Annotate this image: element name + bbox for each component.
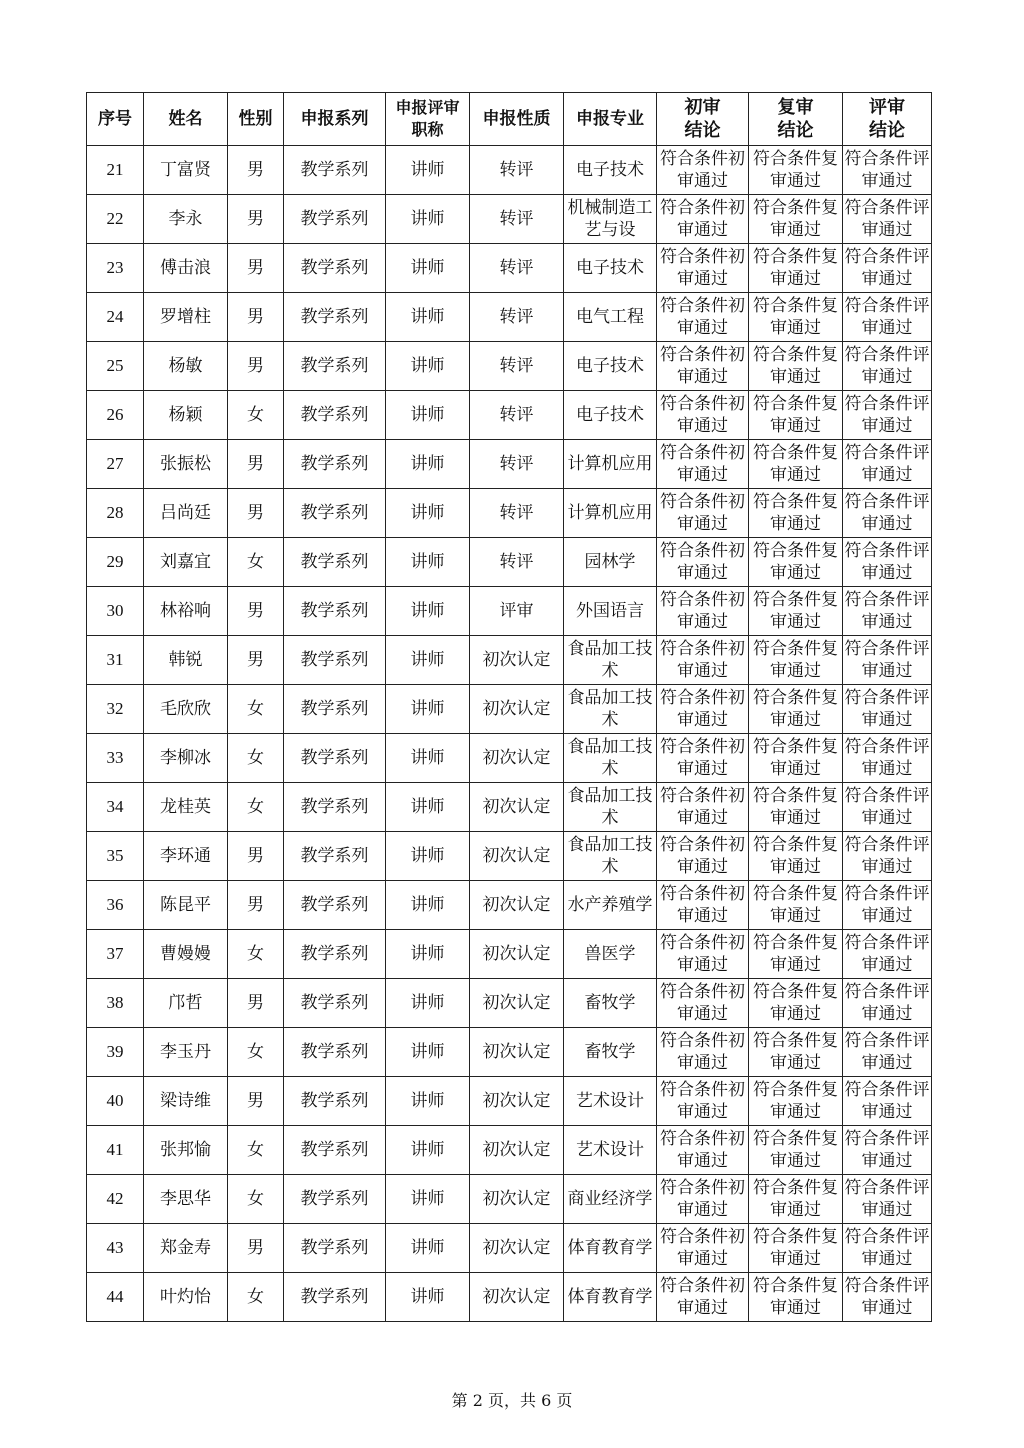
cell-nature: 初次认定	[470, 930, 564, 979]
cell-nature: 初次认定	[470, 881, 564, 930]
cell-review-result: 符合条件评审通过	[843, 293, 932, 342]
cell-index: 27	[87, 440, 144, 489]
cell-major: 食品加工技术	[564, 832, 657, 881]
cell-gender: 男	[228, 195, 284, 244]
table-row	[87, 783, 932, 832]
header-name: 姓名	[144, 93, 228, 146]
cell-nature: 初次认定	[470, 832, 564, 881]
cell-title: 讲师	[386, 587, 470, 636]
cell-nature: 评审	[470, 587, 564, 636]
cell-name: 李永	[144, 195, 228, 244]
table-row	[87, 832, 932, 881]
cell-name: 吕尚廷	[144, 489, 228, 538]
cell-series: 教学系列	[284, 391, 386, 440]
cell-nature: 转评	[470, 538, 564, 587]
cell-index: 42	[87, 1175, 144, 1224]
cell-nature: 转评	[470, 342, 564, 391]
cell-title: 讲师	[386, 1224, 470, 1273]
cell-initial-result: 符合条件初审通过	[657, 930, 749, 979]
cell-series: 教学系列	[284, 538, 386, 587]
cell-series: 教学系列	[284, 930, 386, 979]
cell-initial-result: 符合条件初审通过	[657, 489, 749, 538]
cell-recheck-result: 符合条件复审通过	[749, 1077, 843, 1126]
cell-review-result: 符合条件评审通过	[843, 783, 932, 832]
cell-gender: 女	[228, 930, 284, 979]
cell-index: 23	[87, 244, 144, 293]
cell-gender: 女	[228, 1126, 284, 1175]
cell-index: 32	[87, 685, 144, 734]
cell-major: 食品加工技术	[564, 636, 657, 685]
cell-title: 讲师	[386, 440, 470, 489]
cell-name: 叶灼怡	[144, 1273, 228, 1322]
cell-review-result: 符合条件评审通过	[843, 881, 932, 930]
cell-name: 李柳冰	[144, 734, 228, 783]
cell-index: 34	[87, 783, 144, 832]
cell-gender: 女	[228, 1175, 284, 1224]
cell-gender: 男	[228, 244, 284, 293]
cell-initial-result: 符合条件初审通过	[657, 1126, 749, 1175]
cell-title: 讲师	[386, 1273, 470, 1322]
cell-initial-result: 符合条件初审通过	[657, 440, 749, 489]
cell-title: 讲师	[386, 832, 470, 881]
cell-major: 艺术设计	[564, 1077, 657, 1126]
cell-gender: 男	[228, 587, 284, 636]
cell-title: 讲师	[386, 391, 470, 440]
cell-name: 傅击浪	[144, 244, 228, 293]
table-row	[87, 195, 932, 244]
cell-name: 丁富贤	[144, 146, 228, 195]
cell-recheck-result: 符合条件复审通过	[749, 146, 843, 195]
cell-series: 教学系列	[284, 293, 386, 342]
header-series: 申报系列	[284, 93, 386, 146]
cell-series: 教学系列	[284, 195, 386, 244]
table-header	[87, 93, 932, 146]
header-review-result: 评审 结论	[843, 93, 932, 146]
cell-initial-result: 符合条件初审通过	[657, 391, 749, 440]
cell-nature: 转评	[470, 195, 564, 244]
cell-initial-result: 符合条件初审通过	[657, 1028, 749, 1077]
cell-series: 教学系列	[284, 881, 386, 930]
cell-recheck-result: 符合条件复审通过	[749, 195, 843, 244]
cell-series: 教学系列	[284, 783, 386, 832]
cell-series: 教学系列	[284, 636, 386, 685]
cell-recheck-result: 符合条件复审通过	[749, 930, 843, 979]
cell-gender: 男	[228, 440, 284, 489]
cell-major: 电子技术	[564, 391, 657, 440]
table-row	[87, 1028, 932, 1077]
header-row	[87, 93, 932, 146]
cell-recheck-result: 符合条件复审通过	[749, 440, 843, 489]
cell-nature: 转评	[470, 489, 564, 538]
cell-recheck-result: 符合条件复审通过	[749, 832, 843, 881]
cell-initial-result: 符合条件初审通过	[657, 293, 749, 342]
cell-review-result: 符合条件评审通过	[843, 1273, 932, 1322]
cell-index: 25	[87, 342, 144, 391]
cell-index: 24	[87, 293, 144, 342]
cell-major: 食品加工技术	[564, 685, 657, 734]
cell-title: 讲师	[386, 881, 470, 930]
cell-major: 体育教育学	[564, 1224, 657, 1273]
cell-review-result: 符合条件评审通过	[843, 538, 932, 587]
cell-gender: 男	[228, 636, 284, 685]
cell-name: 刘嘉宜	[144, 538, 228, 587]
cell-review-result: 符合条件评审通过	[843, 930, 932, 979]
cell-gender: 男	[228, 832, 284, 881]
cell-major: 水产养殖学	[564, 881, 657, 930]
cell-nature: 初次认定	[470, 636, 564, 685]
cell-name: 李环通	[144, 832, 228, 881]
cell-recheck-result: 符合条件复审通过	[749, 293, 843, 342]
cell-index: 22	[87, 195, 144, 244]
cell-nature: 初次认定	[470, 734, 564, 783]
cell-nature: 初次认定	[470, 685, 564, 734]
cell-series: 教学系列	[284, 1273, 386, 1322]
cell-gender: 男	[228, 1224, 284, 1273]
cell-nature: 转评	[470, 440, 564, 489]
header-title: 申报评审 职称	[386, 93, 470, 146]
cell-recheck-result: 符合条件复审通过	[749, 685, 843, 734]
table-row	[87, 979, 932, 1028]
cell-name: 杨颖	[144, 391, 228, 440]
cell-nature: 转评	[470, 391, 564, 440]
cell-initial-result: 符合条件初审通过	[657, 538, 749, 587]
cell-major: 电子技术	[564, 244, 657, 293]
table-row	[87, 1273, 932, 1322]
cell-recheck-result: 符合条件复审通过	[749, 538, 843, 587]
cell-series: 教学系列	[284, 1224, 386, 1273]
table-row	[87, 1077, 932, 1126]
table-row	[87, 734, 932, 783]
cell-name: 郑金寿	[144, 1224, 228, 1273]
cell-major: 畜牧学	[564, 1028, 657, 1077]
cell-series: 教学系列	[284, 685, 386, 734]
cell-initial-result: 符合条件初审通过	[657, 195, 749, 244]
table-body	[87, 146, 932, 1322]
cell-gender: 女	[228, 391, 284, 440]
cell-recheck-result: 符合条件复审通过	[749, 1126, 843, 1175]
cell-index: 38	[87, 979, 144, 1028]
cell-review-result: 符合条件评审通过	[843, 636, 932, 685]
cell-major: 计算机应用	[564, 489, 657, 538]
cell-gender: 女	[228, 734, 284, 783]
cell-review-result: 符合条件评审通过	[843, 489, 932, 538]
cell-recheck-result: 符合条件复审通过	[749, 244, 843, 293]
cell-recheck-result: 符合条件复审通过	[749, 1273, 843, 1322]
header-initial-result: 初审 结论	[657, 93, 749, 146]
cell-recheck-result: 符合条件复审通过	[749, 881, 843, 930]
cell-major: 园林学	[564, 538, 657, 587]
cell-series: 教学系列	[284, 587, 386, 636]
cell-major: 兽医学	[564, 930, 657, 979]
cell-series: 教学系列	[284, 489, 386, 538]
cell-review-result: 符合条件评审通过	[843, 244, 932, 293]
cell-major: 畜牧学	[564, 979, 657, 1028]
cell-series: 教学系列	[284, 979, 386, 1028]
cell-title: 讲师	[386, 195, 470, 244]
cell-title: 讲师	[386, 489, 470, 538]
header-index: 序号	[87, 93, 144, 146]
cell-major: 电子技术	[564, 342, 657, 391]
cell-initial-result: 符合条件初审通过	[657, 783, 749, 832]
cell-title: 讲师	[386, 685, 470, 734]
cell-index: 39	[87, 1028, 144, 1077]
cell-major: 计算机应用	[564, 440, 657, 489]
cell-name: 李玉丹	[144, 1028, 228, 1077]
cell-initial-result: 符合条件初审通过	[657, 244, 749, 293]
cell-title: 讲师	[386, 636, 470, 685]
cell-gender: 男	[228, 979, 284, 1028]
cell-gender: 男	[228, 293, 284, 342]
cell-index: 37	[87, 930, 144, 979]
cell-review-result: 符合条件评审通过	[843, 1224, 932, 1273]
cell-series: 教学系列	[284, 244, 386, 293]
cell-name: 龙桂英	[144, 783, 228, 832]
cell-title: 讲师	[386, 146, 470, 195]
cell-review-result: 符合条件评审通过	[843, 195, 932, 244]
cell-review-result: 符合条件评审通过	[843, 1175, 932, 1224]
cell-review-result: 符合条件评审通过	[843, 146, 932, 195]
cell-major: 食品加工技术	[564, 783, 657, 832]
table-row	[87, 587, 932, 636]
table-row	[87, 489, 932, 538]
header-recheck-result: 复审 结论	[749, 93, 843, 146]
cell-recheck-result: 符合条件复审通过	[749, 587, 843, 636]
header-nature: 申报性质	[470, 93, 564, 146]
cell-initial-result: 符合条件初审通过	[657, 832, 749, 881]
cell-major: 食品加工技术	[564, 734, 657, 783]
cell-initial-result: 符合条件初审通过	[657, 1273, 749, 1322]
table-row	[87, 685, 932, 734]
cell-series: 教学系列	[284, 440, 386, 489]
cell-initial-result: 符合条件初审通过	[657, 342, 749, 391]
cell-nature: 初次认定	[470, 1126, 564, 1175]
cell-index: 30	[87, 587, 144, 636]
cell-major: 电气工程	[564, 293, 657, 342]
cell-recheck-result: 符合条件复审通过	[749, 1028, 843, 1077]
cell-nature: 初次认定	[470, 1175, 564, 1224]
cell-recheck-result: 符合条件复审通过	[749, 1224, 843, 1273]
cell-title: 讲师	[386, 783, 470, 832]
cell-recheck-result: 符合条件复审通过	[749, 636, 843, 685]
cell-nature: 转评	[470, 244, 564, 293]
cell-series: 教学系列	[284, 146, 386, 195]
table-row	[87, 636, 932, 685]
cell-gender: 男	[228, 342, 284, 391]
cell-series: 教学系列	[284, 1126, 386, 1175]
table-row	[87, 930, 932, 979]
cell-index: 26	[87, 391, 144, 440]
cell-review-result: 符合条件评审通过	[843, 734, 932, 783]
cell-initial-result: 符合条件初审通过	[657, 979, 749, 1028]
cell-gender: 男	[228, 1077, 284, 1126]
cell-title: 讲师	[386, 734, 470, 783]
cell-title: 讲师	[386, 244, 470, 293]
cell-initial-result: 符合条件初审通过	[657, 734, 749, 783]
cell-index: 43	[87, 1224, 144, 1273]
cell-recheck-result: 符合条件复审通过	[749, 489, 843, 538]
cell-initial-result: 符合条件初审通过	[657, 146, 749, 195]
table-row	[87, 1224, 932, 1273]
cell-gender: 女	[228, 1273, 284, 1322]
cell-title: 讲师	[386, 930, 470, 979]
cell-series: 教学系列	[284, 1077, 386, 1126]
table-row	[87, 538, 932, 587]
cell-series: 教学系列	[284, 734, 386, 783]
cell-nature: 初次认定	[470, 1077, 564, 1126]
table-row	[87, 1126, 932, 1175]
header-major: 申报专业	[564, 93, 657, 146]
cell-name: 韩锐	[144, 636, 228, 685]
cell-nature: 初次认定	[470, 979, 564, 1028]
cell-index: 21	[87, 146, 144, 195]
cell-name: 林裕响	[144, 587, 228, 636]
cell-gender: 男	[228, 489, 284, 538]
table-row	[87, 440, 932, 489]
cell-gender: 男	[228, 881, 284, 930]
table-row	[87, 391, 932, 440]
cell-nature: 转评	[470, 146, 564, 195]
cell-name: 邝哲	[144, 979, 228, 1028]
cell-title: 讲师	[386, 1028, 470, 1077]
cell-initial-result: 符合条件初审通过	[657, 587, 749, 636]
cell-series: 教学系列	[284, 1028, 386, 1077]
cell-nature: 初次认定	[470, 783, 564, 832]
cell-major: 外国语言	[564, 587, 657, 636]
cell-gender: 女	[228, 783, 284, 832]
page-footer: 第 2 页，共 6 页	[451, 1391, 573, 1410]
cell-recheck-result: 符合条件复审通过	[749, 342, 843, 391]
cell-review-result: 符合条件评审通过	[843, 391, 932, 440]
cell-series: 教学系列	[284, 1175, 386, 1224]
cell-major: 商业经济学	[564, 1175, 657, 1224]
cell-index: 40	[87, 1077, 144, 1126]
cell-nature: 初次认定	[470, 1273, 564, 1322]
cell-title: 讲师	[386, 342, 470, 391]
cell-title: 讲师	[386, 1126, 470, 1175]
cell-initial-result: 符合条件初审通过	[657, 881, 749, 930]
cell-nature: 初次认定	[470, 1224, 564, 1273]
cell-name: 张振松	[144, 440, 228, 489]
cell-name: 梁诗维	[144, 1077, 228, 1126]
cell-gender: 女	[228, 685, 284, 734]
cell-review-result: 符合条件评审通过	[843, 587, 932, 636]
cell-initial-result: 符合条件初审通过	[657, 1224, 749, 1273]
cell-name: 毛欣欣	[144, 685, 228, 734]
cell-name: 罗增柱	[144, 293, 228, 342]
cell-series: 教学系列	[284, 342, 386, 391]
cell-name: 张邦愉	[144, 1126, 228, 1175]
cell-index: 33	[87, 734, 144, 783]
cell-title: 讲师	[386, 1175, 470, 1224]
cell-review-result: 符合条件评审通过	[843, 342, 932, 391]
cell-gender: 女	[228, 538, 284, 587]
cell-index: 41	[87, 1126, 144, 1175]
cell-name: 曹嫚嫚	[144, 930, 228, 979]
cell-index: 36	[87, 881, 144, 930]
cell-index: 28	[87, 489, 144, 538]
cell-recheck-result: 符合条件复审通过	[749, 734, 843, 783]
cell-review-result: 符合条件评审通过	[843, 832, 932, 881]
cell-major: 艺术设计	[564, 1126, 657, 1175]
cell-recheck-result: 符合条件复审通过	[749, 1175, 843, 1224]
cell-review-result: 符合条件评审通过	[843, 1126, 932, 1175]
cell-nature: 初次认定	[470, 1028, 564, 1077]
cell-name: 李思华	[144, 1175, 228, 1224]
cell-initial-result: 符合条件初审通过	[657, 685, 749, 734]
cell-major: 电子技术	[564, 146, 657, 195]
cell-initial-result: 符合条件初审通过	[657, 1077, 749, 1126]
header-gender: 性别	[228, 93, 284, 146]
cell-title: 讲师	[386, 538, 470, 587]
cell-title: 讲师	[386, 293, 470, 342]
table-row	[87, 1175, 932, 1224]
cell-index: 44	[87, 1273, 144, 1322]
cell-title: 讲师	[386, 979, 470, 1028]
cell-initial-result: 符合条件初审通过	[657, 1175, 749, 1224]
cell-gender: 男	[228, 146, 284, 195]
table-row	[87, 342, 932, 391]
table-row	[87, 881, 932, 930]
table-row	[87, 293, 932, 342]
cell-major: 体育教育学	[564, 1273, 657, 1322]
cell-index: 29	[87, 538, 144, 587]
cell-gender: 女	[228, 1028, 284, 1077]
cell-name: 杨敏	[144, 342, 228, 391]
table-row	[87, 244, 932, 293]
cell-recheck-result: 符合条件复审通过	[749, 391, 843, 440]
table-row	[87, 146, 932, 195]
cell-review-result: 符合条件评审通过	[843, 685, 932, 734]
cell-review-result: 符合条件评审通过	[843, 1028, 932, 1077]
cell-title: 讲师	[386, 1077, 470, 1126]
cell-recheck-result: 符合条件复审通过	[749, 979, 843, 1028]
cell-name: 陈昆平	[144, 881, 228, 930]
cell-series: 教学系列	[284, 832, 386, 881]
cell-index: 35	[87, 832, 144, 881]
applicant-table	[86, 92, 932, 1322]
cell-review-result: 符合条件评审通过	[843, 440, 932, 489]
cell-initial-result: 符合条件初审通过	[657, 636, 749, 685]
cell-review-result: 符合条件评审通过	[843, 979, 932, 1028]
cell-nature: 转评	[470, 293, 564, 342]
cell-index: 31	[87, 636, 144, 685]
cell-recheck-result: 符合条件复审通过	[749, 783, 843, 832]
cell-review-result: 符合条件评审通过	[843, 1077, 932, 1126]
cell-major: 机械制造工艺与设	[564, 195, 657, 244]
